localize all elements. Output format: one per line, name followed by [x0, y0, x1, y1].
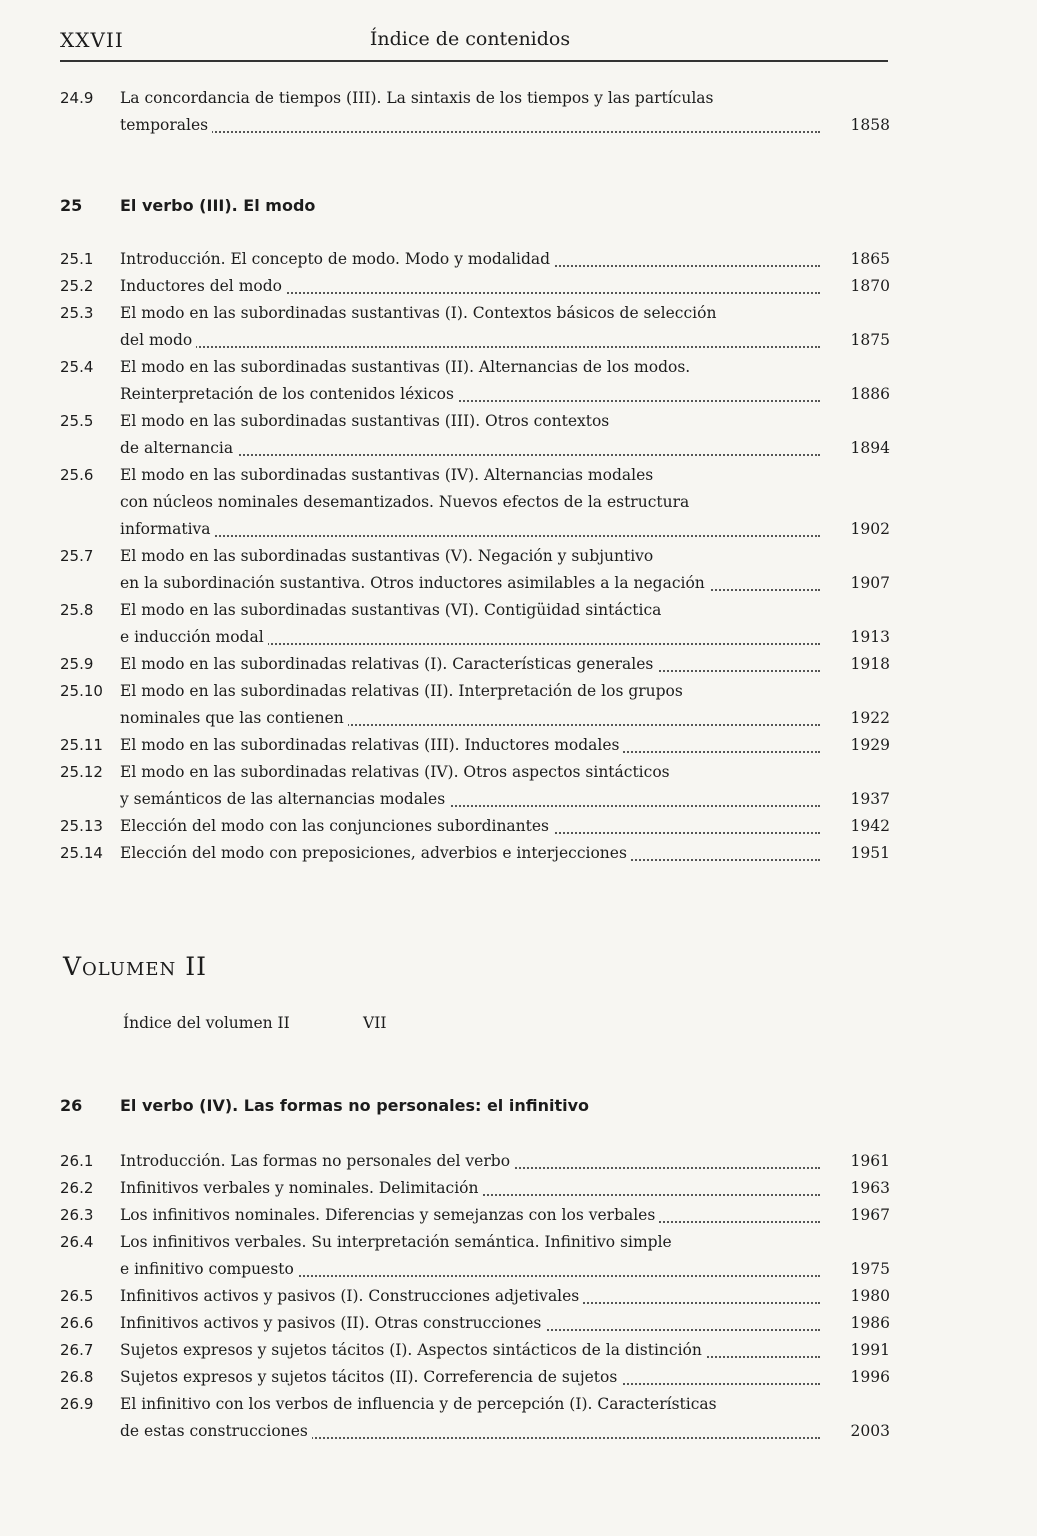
section-title-line: Sujetos expresos y sujetos tácitos (I). Aspectos sintácticos de la distinción 1991 [120, 1337, 890, 1364]
section-number: 26.6 [60, 1314, 94, 1332]
page-header [60, 28, 888, 58]
section-title-line: Inductores del modo 1870 [120, 273, 890, 300]
section-number: 26.9 [60, 1395, 94, 1413]
toc-entry[interactable] [60, 1391, 890, 1445]
toc-entry[interactable] [60, 408, 890, 462]
section-title-line: La concordancia de tiempos (III). La sintaxis de los tiempos y las partículas [120, 89, 714, 107]
section-title-line: informativa 1902 [120, 516, 890, 543]
toc-entry[interactable] [60, 300, 890, 354]
section-title-line: El modo en las subordinadas relativas (I). Características generales 1918 [120, 651, 890, 678]
section-title-line: Elección del modo con preposiciones, adverbios e interjecciones 1951 [120, 840, 890, 867]
dot-leader [120, 131, 820, 133]
toc-entry[interactable] [60, 462, 890, 543]
page-number: 1986 [826, 1310, 890, 1337]
toc-entry[interactable] [60, 85, 890, 139]
chapter-number: 25 [60, 196, 83, 215]
section-title-line: El infinitivo con los verbos de influencia y de percepción (I). Características [120, 1395, 717, 1413]
dot-leader [120, 535, 820, 537]
section-title-line: Infinitivos verbales y nominales. Delimitación 1963 [120, 1175, 890, 1202]
volume-title: Volumen II [63, 952, 207, 981]
toc-entry[interactable] [60, 1364, 890, 1391]
section-number: 25.5 [60, 412, 94, 430]
section-title-line: temporales 1858 [120, 112, 890, 139]
section-number: 25.9 [60, 655, 94, 673]
section-number: 25.13 [60, 817, 103, 835]
toc-entry[interactable] [60, 1337, 890, 1364]
section-number: 25.7 [60, 547, 94, 565]
running-title: Índice de contenidos [369, 28, 571, 50]
section-title-line: El modo en las subordinadas sustantivas (VI). Contigüidad sintáctica [120, 601, 662, 619]
section-title-line: El modo en las subordinadas sustantivas (V). Negación y subjuntivo [120, 547, 654, 565]
toc-entry[interactable] [60, 1283, 890, 1310]
page-folio: XXVII [60, 28, 124, 52]
page-number: 1991 [826, 1337, 890, 1364]
toc-entry[interactable] [60, 813, 890, 840]
section-number: 25.4 [60, 358, 94, 376]
section-title-line: El modo en las subordinadas relativas (IV). Otros aspectos sintácticos [120, 763, 670, 781]
page-number: 1937 [826, 786, 890, 813]
toc-entry[interactable] [60, 1202, 890, 1229]
section-number: 25.12 [60, 763, 103, 781]
toc-entry[interactable] [60, 1229, 890, 1283]
toc-entry[interactable] [60, 354, 890, 408]
section-number: 25.6 [60, 466, 94, 484]
page-number: 1894 [826, 435, 890, 462]
page-number: 1870 [826, 273, 890, 300]
toc-entry[interactable] [60, 246, 890, 273]
section-title-line: Introducción. El concepto de modo. Modo y modalidad 1865 [120, 246, 890, 273]
page-number: 1902 [826, 516, 890, 543]
toc-entry[interactable] [60, 273, 890, 300]
toc-entry[interactable] [60, 651, 890, 678]
page-number: 1967 [826, 1202, 890, 1229]
section-number: 26.1 [60, 1152, 94, 1170]
section-title-line: El modo en las subordinadas sustantivas (I). Contextos básicos de selección [120, 304, 717, 322]
page-number: 1922 [826, 705, 890, 732]
section-title-line: Los infinitivos verbales. Su interpretación semántica. Infinitivo simple [120, 1233, 672, 1251]
toc-entry[interactable] [60, 678, 890, 732]
page-number: 1913 [826, 624, 890, 651]
page-number: 1961 [826, 1148, 890, 1175]
chapter-title: El verbo (IV). Las formas no personales: el infinitivo [120, 1096, 590, 1115]
section-title-line: Los infinitivos nominales. Diferencias y semejanzas con los verbales 1967 [120, 1202, 890, 1229]
section-title-line: del modo 1875 [120, 327, 890, 354]
page-number: 1975 [826, 1256, 890, 1283]
section-number: 26.3 [60, 1206, 94, 1224]
section-title-line: y semánticos de las alternancias modales 1937 [120, 786, 890, 813]
page-number: 1942 [826, 813, 890, 840]
section-title-line: Sujetos expresos y sujetos tácitos (II). Correferencia de sujetos 1996 [120, 1364, 890, 1391]
section-title-line: El modo en las subordinadas sustantivas (III). Otros contextos [120, 412, 610, 430]
page-number: 2003 [826, 1418, 890, 1445]
section-title-line: El modo en las subordinadas relativas (III). Inductores modales 1929 [120, 732, 890, 759]
section-title-line: e infinitivo compuesto 1975 [120, 1256, 890, 1283]
section-title-line: con núcleos nominales desemantizados. Nuevos efectos de la estructura [120, 493, 690, 511]
toc-entry[interactable] [60, 759, 890, 813]
section-title-line: El modo en las subordinadas relativas (II). Interpretación de los grupos [120, 682, 683, 700]
page-number: 1907 [826, 570, 890, 597]
section-number: 25.3 [60, 304, 94, 322]
chapter-number: 26 [60, 1096, 83, 1115]
volume-index-entry[interactable] [123, 1014, 387, 1032]
section-number: 24.9 [60, 89, 94, 107]
header-rule [60, 60, 888, 62]
toc-entry[interactable] [60, 1148, 890, 1175]
volume-index-label: Índice del volumen II [123, 1014, 290, 1032]
page-number: 1858 [826, 112, 890, 139]
section-number: 25.14 [60, 844, 103, 862]
section-title-line: El modo en las subordinadas sustantivas (II). Alternancias de los modos. [120, 358, 691, 376]
section-title-line: en la subordinación sustantiva. Otros inductores asimilables a la negación 1907 [120, 570, 890, 597]
section-number: 26.8 [60, 1368, 94, 1386]
page-number: 1886 [826, 381, 890, 408]
chapter-title: El verbo (III). El modo [120, 196, 316, 215]
page-number: 1980 [826, 1283, 890, 1310]
dot-leader [120, 346, 820, 348]
section-title-line: e inducción modal 1913 [120, 624, 890, 651]
section-title-line: El modo en las subordinadas sustantivas (IV). Alternancias modales [120, 466, 654, 484]
toc-entry[interactable] [60, 597, 890, 651]
section-number: 26.5 [60, 1287, 94, 1305]
section-number: 25.11 [60, 736, 103, 754]
page-number: 1963 [826, 1175, 890, 1202]
toc-entry[interactable] [60, 1175, 890, 1202]
section-title-line: de alternancia 1894 [120, 435, 890, 462]
section-title-line: nominales que las contienen 1922 [120, 705, 890, 732]
section-number: 25.10 [60, 682, 103, 700]
page-number: 1929 [826, 732, 890, 759]
section-number: 26.2 [60, 1179, 94, 1197]
section-title-line: Elección del modo con las conjunciones subordinantes 1942 [120, 813, 890, 840]
page-number: 1996 [826, 1364, 890, 1391]
toc-entry[interactable] [60, 732, 890, 759]
section-number: 25.8 [60, 601, 94, 619]
page-number: 1865 [826, 246, 890, 273]
section-title-line: Infinitivos activos y pasivos (II). Otras construcciones 1986 [120, 1310, 890, 1337]
section-number: 26.7 [60, 1341, 94, 1359]
toc-entry[interactable] [60, 543, 890, 597]
page-number: 1875 [826, 327, 890, 354]
toc-entry[interactable] [60, 840, 890, 867]
toc-entry[interactable] [60, 1310, 890, 1337]
section-title-line: Introducción. Las formas no personales del verbo 1961 [120, 1148, 890, 1175]
section-number: 25.1 [60, 250, 94, 268]
section-number: 26.4 [60, 1233, 94, 1251]
volume-index-page: VII [363, 1014, 387, 1032]
section-number: 25.2 [60, 277, 94, 295]
page-number: 1951 [826, 840, 890, 867]
section-title-line: de estas construcciones 2003 [120, 1418, 890, 1445]
section-title-line: Reinterpretación de los contenidos léxicos 1886 [120, 381, 890, 408]
page-number: 1918 [826, 651, 890, 678]
section-title-line: Infinitivos activos y pasivos (I). Construcciones adjetivales 1980 [120, 1283, 890, 1310]
